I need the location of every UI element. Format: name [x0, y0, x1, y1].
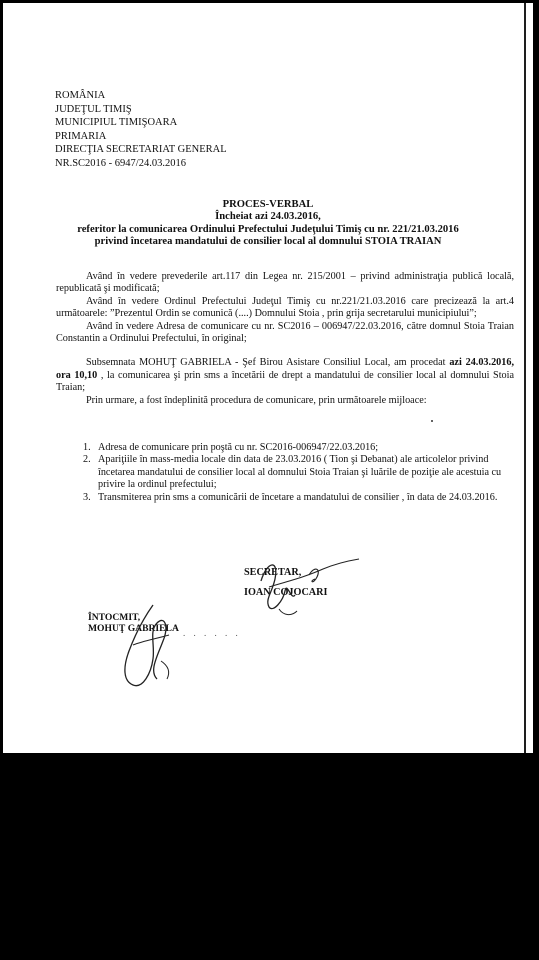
header-line-country: ROMÂNIA: [55, 90, 106, 101]
document-title: [3, 199, 533, 249]
document-page: [3, 3, 533, 753]
undersigned-text-a: Subsemnata MOHUŢ GABRIELA - Şef Birou Asistare Consiliul Local, am procedat: [86, 357, 450, 369]
title-line-4: privind încetarea mandatului de consilier local al domnului STOIA TRAIAN: [94, 236, 442, 248]
document-body: [56, 271, 514, 407]
dotted-line: . . . . . .: [183, 628, 241, 638]
list-item: [83, 454, 505, 491]
paragraph-legal-basis: Având în vedere prevederile art.117 din Legea nr. 215/2001 – privind administraţia publică locală, republicată şi modificată;: [56, 271, 514, 295]
header-line-municipality: MUNICIPIUL TIMIŞOARA: [55, 117, 178, 129]
list-item-number: 3.: [83, 491, 91, 503]
title-line-1: PROCES-VERBAL: [222, 199, 314, 210]
document-header: [55, 89, 227, 171]
list-item-number: 2.: [83, 454, 91, 466]
header-line-city-hall: PRIMARIA: [55, 130, 107, 142]
preparer-handwritten-signature: [113, 601, 183, 693]
list-item: [83, 442, 505, 454]
list-item-text: Apariţiile în mass-media locale din data de 23.03.2016 ( Tion şi Debanat) ale articolelor privind încetarea mandatului de consilier local al domnului Stoia Traian şi luările de poziţie ale acestuia cu privire la ordinul prefectului;: [98, 454, 502, 491]
list-item-text: Transmiterea prin sms a comunicării de încetare a mandatului de consilier , în data de 24.03.2016.: [98, 491, 498, 503]
scan-edge-line: [524, 3, 526, 753]
paragraph-communication-address: Având în vedere Adresa de comunicare cu nr. SC2016 – 006947/22.03.2016, către domnul Stoia Traian Constantin a Ordinului Prefectului, în original;: [56, 320, 514, 345]
title-line-2: Încheiat azi 24.03.2016,: [215, 211, 321, 223]
list-item-number: 1.: [83, 442, 91, 453]
undersigned-date-time: azi 24.03.2016, ora 10,10: [56, 357, 514, 381]
prepared-by-title: ÎNTOCMIT,: [88, 612, 141, 623]
header-line-registration-number: NR.SC2016 - 6947/24.03.2016: [55, 157, 186, 169]
header-line-county: JUDEŢUL TIMIŞ: [55, 103, 132, 115]
stray-mark: [431, 420, 433, 422]
undersigned-text-b: , la comunicarea şi prin sms a încetării de drept a mandatului de consilier local al domnului Stoia Traian;: [56, 369, 514, 394]
title-line-3: referitor la comunicarea Ordinului Prefectului Judeţului Timiş cu nr. 221/21.03.2016: [77, 223, 459, 235]
paragraph-prefect-order: Având în vedere Ordinul Prefectului Judeţul Timiş cu nr.221/21.03.2016 care precizează la art.4 următoarele: ”Prezentul Ordin se comunică (....) Domnului Stoia , prin grija secretarului municipiului”;: [56, 295, 514, 320]
paragraph-conclusion: Prin urmare, a fost îndeplinită procedura de comunicare, prin următoarele mijloace:: [86, 394, 427, 406]
header-line-directorate: DIRECŢIA SECRETARIAT GENERAL: [55, 144, 227, 156]
list-item: [83, 492, 505, 504]
list-item-text: Adresa de comunicare prin poştă cu nr. SC2016-006947/22.03.2016;: [98, 442, 379, 453]
paragraph-undersigned: [56, 357, 514, 394]
secretary-name: IOAN COJOCARI: [244, 587, 328, 598]
communication-means-list: [83, 442, 505, 504]
prepared-by-name: MOHUŢ GABRIELA: [88, 623, 179, 634]
secretary-handwritten-signature: [239, 551, 369, 623]
secretary-title: SECRETAR,: [244, 567, 302, 578]
